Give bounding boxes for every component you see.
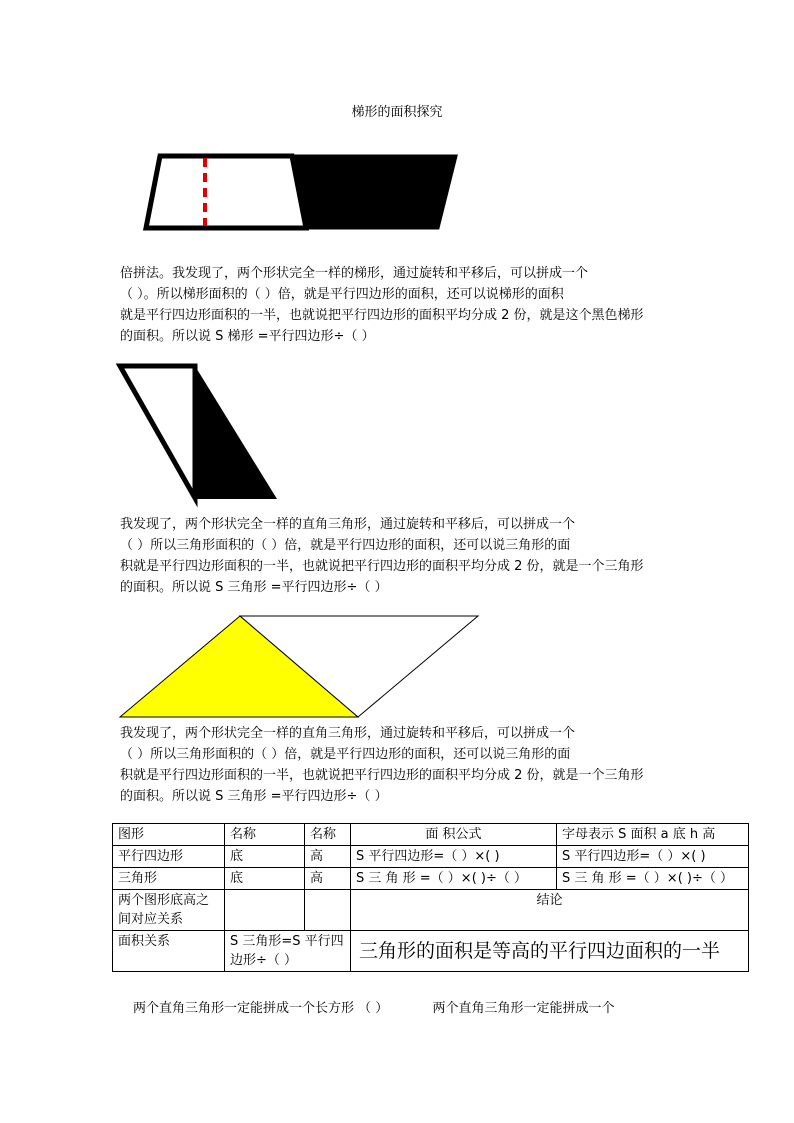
white-trapezoid [146, 156, 306, 228]
section-3-text: 我发现了，两个形状完全一样的直角三角形，通过旋转和平移后，可以拼成一个 （ ）所以三角形面积的（ ）倍，就是平行四边形的面积，还可以说三角形的面 积就是平行四边形面积的一半，也就说把平行四边形的面积平均分成 2 份，就是一个三角形 的面积。所以说 S 三角形 =平行四边形÷（ ） [120, 726, 644, 804]
black-trapezoid [292, 156, 456, 228]
table-cell: 高 [305, 846, 351, 868]
table-row [113, 890, 749, 931]
table-cell [225, 890, 305, 931]
table-cell: 图形 [113, 824, 225, 846]
table-cell: S 三角形=S 平行四边形÷（ ） [225, 931, 351, 972]
table-cell: 底 [225, 868, 305, 890]
triangle-figure [118, 613, 483, 721]
footer-left-statement: 两个直角三角形一定能拼成一个长方形 （ ） [133, 1001, 389, 1016]
table-cell: 底 [225, 846, 305, 868]
table-cell: 三角形的面积是等高的平行四边面积的一半 [351, 931, 749, 972]
table-cell: S 平行四边形=（ ）×( ) [557, 846, 749, 868]
table-cell: 平行四边形 [113, 846, 225, 868]
table-header-row [113, 824, 749, 846]
table-row [113, 846, 749, 868]
right-triangle-figure [114, 360, 284, 505]
table-cell: 名称 [225, 824, 305, 846]
white-right-triangle [120, 366, 195, 498]
table-cell: 字母表示 S 面积 a 底 h 高 [557, 824, 749, 846]
table-cell [305, 890, 351, 931]
trapezoid-figure [140, 150, 465, 235]
table-cell: S 平行四边形=（ ）×( ) [351, 846, 557, 868]
table-cell: 面积关系 [113, 931, 225, 972]
table-cell: 面 积公式 [351, 824, 557, 846]
table-cell: 名称 [305, 824, 351, 846]
footer-right-statement: 两个直角三角形一定能拼成一个 [432, 1001, 615, 1016]
table-cell: S 三 角 形 =（ ）×( )÷（ ） [351, 868, 557, 890]
table-cell: 两个图形底高之间对应关系 [113, 890, 225, 931]
footer-statements [133, 997, 615, 1016]
table-row [113, 868, 749, 890]
section-1-text: 倍拼法。我发现了，两个形状完全一样的梯形，通过旋转和平移后，可以拼成一个 （ ）。所以梯形面积的（ ）倍，就是平行四边形的面积，还可以说梯形的面积 就是平行四边形面积的一半，也就说把平行四边形的面积平均分成 2 份，就是这个黑色梯形 的面积。所以说 S 梯形 =平行四边形÷（ ） [120, 266, 644, 344]
table-cell: S 三 角 形 =（ ）×( )÷（ ） [557, 868, 749, 890]
table-row [113, 931, 749, 972]
page-title: 梯形的面积探究 [351, 105, 443, 120]
area-summary-table [112, 823, 749, 972]
table-cell: 结论 [351, 890, 749, 931]
section-2-text: 我发现了，两个形状完全一样的直角三角形，通过旋转和平移后，可以拼成一个 （ ）所以三角形面积的（ ）倍，就是平行四边形的面积，还可以说三角形的面 积就是平行四边形面积的一半，也就说把平行四边形的面积平均分成 2 份，就是一个三角形 的面积。所以说 S 三角形 =平行四边形÷（ ） [120, 517, 644, 595]
table-cell: 高 [305, 868, 351, 890]
table-cell: 三角形 [113, 868, 225, 890]
black-right-triangle [195, 366, 277, 499]
